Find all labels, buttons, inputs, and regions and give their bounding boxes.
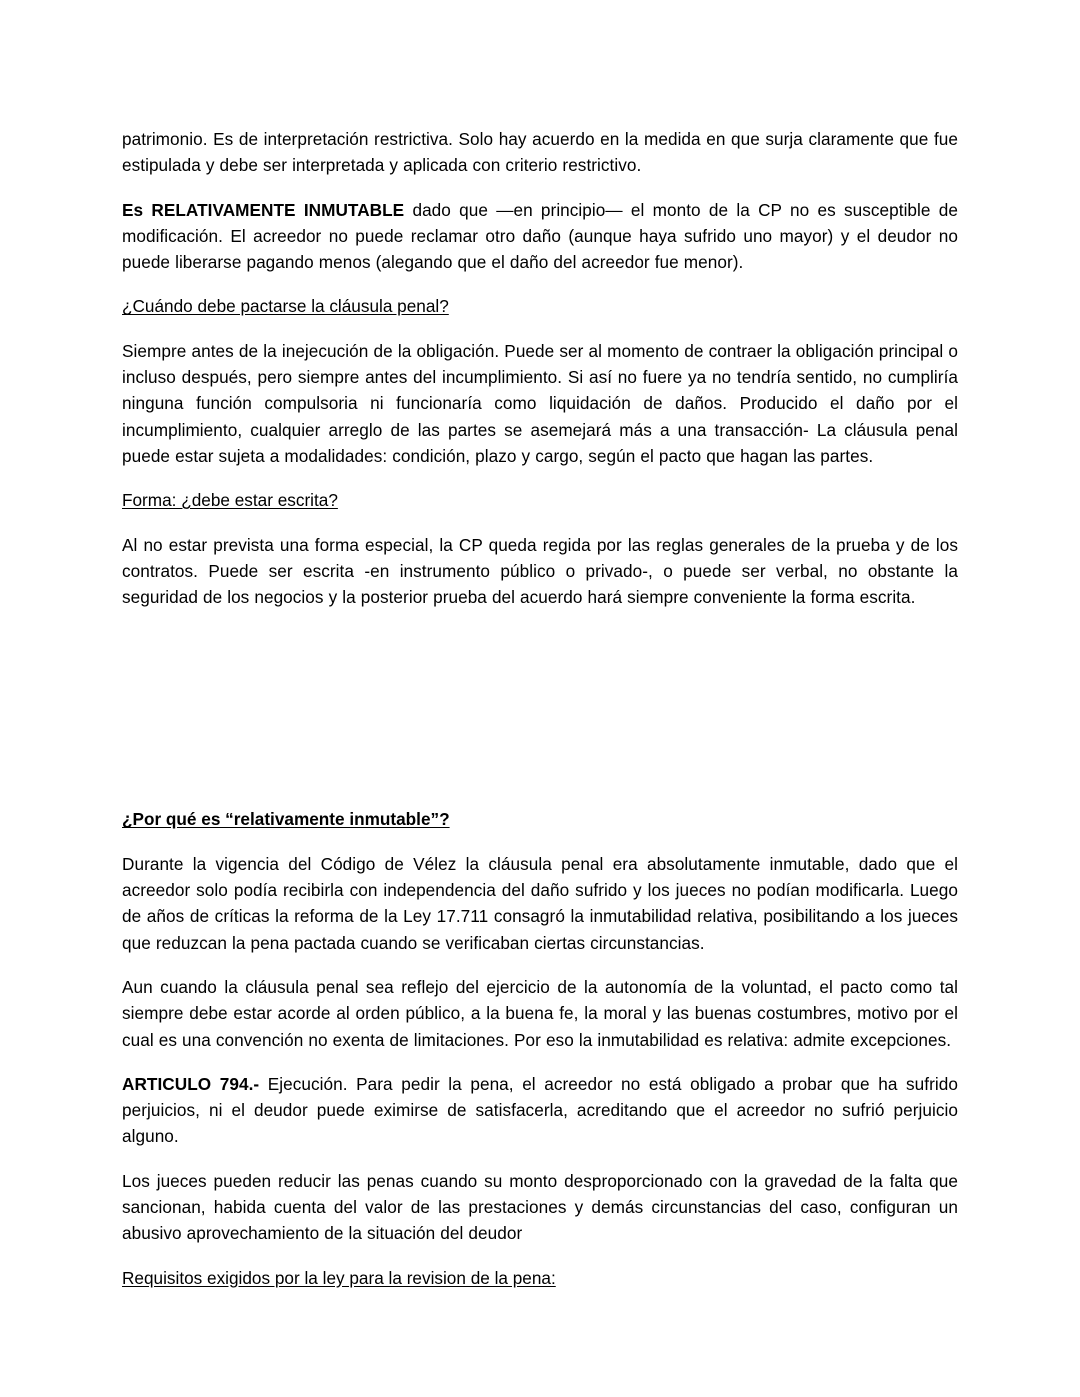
heading-cuando-pactarse [122,293,958,319]
paragraph-aun-cuando: Aun cuando la cláusula penal sea reflejo del ejercicio de la autonomía de la voluntad, el pacto como tal siempre debe estar acorde al orden público, a la buena fe, la moral y las buenas costumbres, motivo por el cual es una convención no exenta de limitaciones. Por eso la inmutabilidad es relativa: admite excepciones. [122,976,958,1050]
paragraph-jueces-reducir-penas: Los jueces pueden reducir las penas cuando su monto desproporcionado con la gravedad de la falta que sancionan, habida cuenta del valor de las prestaciones y demás circunstancias del caso, configuran un abusivo aprovechamiento de la situación del deudor [122,1170,958,1244]
paragraph-patrimonio: patrimonio. Es de interpretación restrictiva. Solo hay acuerdo en la medida en que surja claramente que fue estipulada y debe ser interpretada y aplicada con criterio restrictivo. [122,129,958,176]
paragraph-relativamente-inmutable-text: dado que —en principio— el monto de la CP no es susceptible de modificación. El acreedor no puede reclamar otro daño (aunque haya sufrido uno mayor) y el deudor no puede liberarse pagando menos (alegando que el daño del acreedor fue menor). [122,199,958,273]
heading-requisitos-revision-pena-label: Requisitos exigidos por la ley para la revision de la pena: [122,1267,556,1288]
paragraph-relativamente-inmutable [122,197,958,276]
heading-cuando-pactarse-label: ¿Cuándo debe pactarse la cláusula penal? [122,296,449,317]
heading-forma-escrita-label: Forma: ¿debe estar escrita? [122,490,338,511]
bold-lead-relativamente-inmutable: Es RELATIVAMENTE INMUTABLE [122,199,405,220]
bold-lead-articulo-794: ARTICULO 794.- [122,1073,260,1094]
paragraph-articulo-794 [122,1071,958,1150]
paragraph-durante-vigencia: Durante la vigencia del Código de Vélez la cláusula penal era absolutamente inmutable, dado que el acreedor solo podía recibirla con independencia del daño sufrido y los jueces no podían modificarla. Luego de años de críticas la reforma de la Ley 17.711 consagró la inmutabilidad relativa, posibilitando a los jueces que reduzcan la pena pactada cuando se verificaban ciertas circunstancias. [122,853,958,953]
heading-por-que-relativamente-inmutable [122,806,958,832]
heading-requisitos-revision-pena [122,1265,958,1291]
paragraph-forma-escrita: Al no estar prevista una forma especial, la CP queda regida por las reglas generales de la prueba y de los contratos. Puede ser escrita -en instrumento público o privado-, o puede ser verbal, no obstante la seguridad de los negocios y la posterior prueba del acuerdo hará siempre conveniente la forma escrita. [122,534,958,608]
section-gap-spacer [122,628,958,806]
paragraph-siempre-antes: Siempre antes de la inejecución de la obligación. Puede ser al momento de contraer la obligación principal o incluso después, pero siempre antes del incumplimiento. Si así no fuere ya no tendría sentido, no cumpliría ninguna función compulsoria ni funcionaría como liquidación de daños. Producido el daño por el incumplimiento, cualquier arreglo de las partes se asemejará más a una transacción- La cláusula penal puede estar sujeta a modalidades: condición, plazo y cargo, según el pacto que hagan las partes. [122,340,958,466]
paragraph-articulo-794-text: Ejecución. Para pedir la pena, el acreedor no está obligado a probar que ha sufrido perjuicios, ni el deudor puede eximirse de satisfacerla, acreditando que el acreedor no sufrió perjuicio alguno. [122,1073,958,1147]
heading-forma-escrita [122,487,958,513]
document-text-body [122,126,958,1309]
heading-por-que-relativamente-inmutable-label: ¿Por qué es “relativamente inmutable”? [122,809,450,830]
